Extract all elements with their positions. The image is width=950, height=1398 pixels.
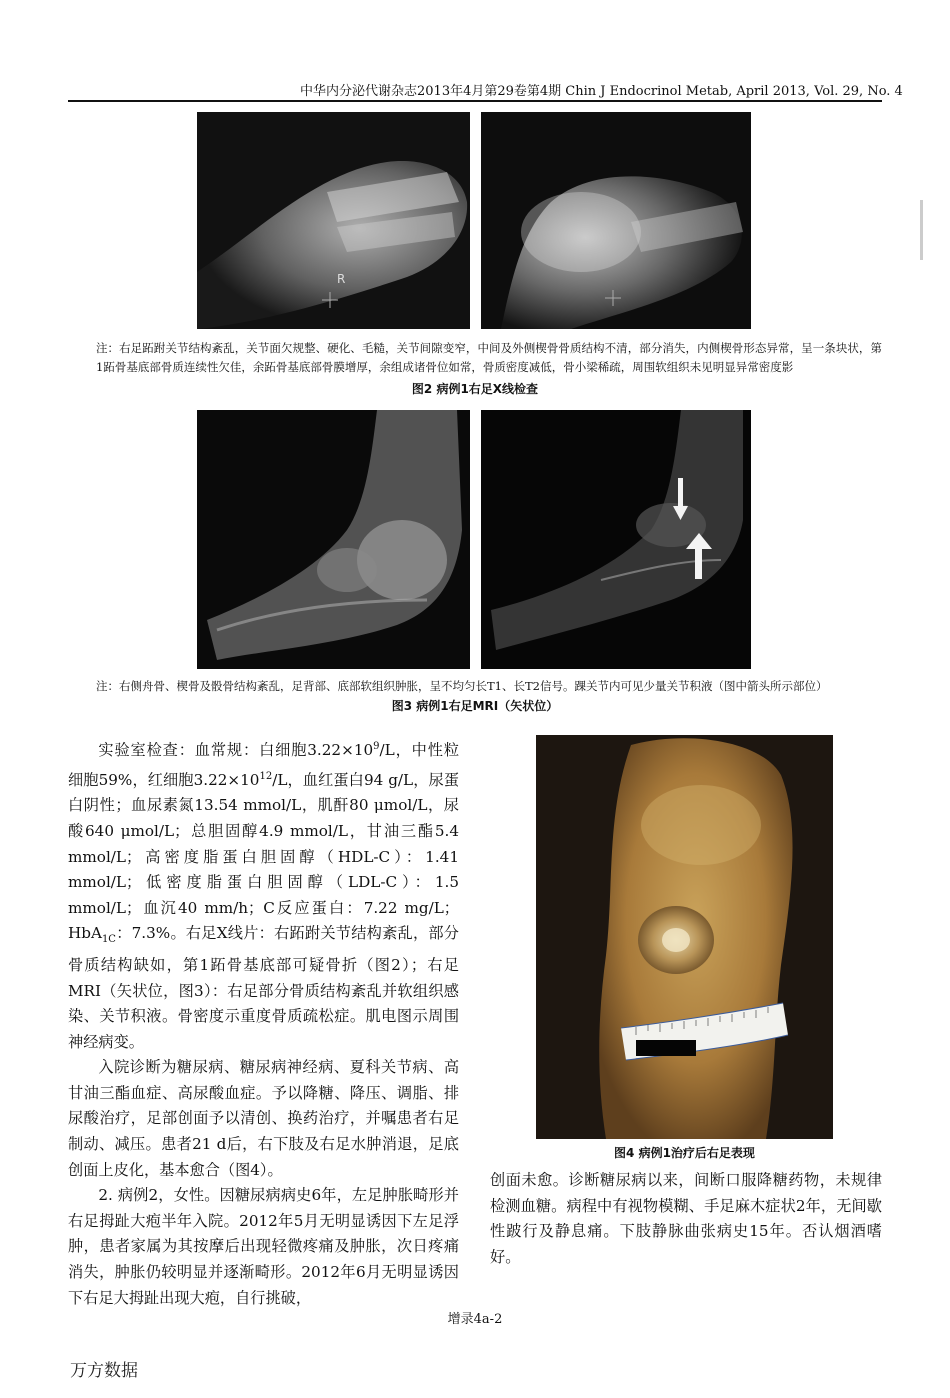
figure2-note: 注：右足跖跗关节结构紊乱，关节面欠规整、硬化、毛糙，关节间隙变窄，中间及外侧楔骨骨质结构不清，部分消失，内侧楔骨形态异常，呈一条块状，第1跖骨基底部骨质连续性欠佳，余跖骨基底部骨膜增厚，余组成诸骨位如常，骨质密度减低，骨小梁稀疏，周围软组织未见明显异常密度影 <box>96 341 882 374</box>
case2-paragraph: 2. 病例2，女性。因糖尿病病史6年，左足肿胀畸形并右足拇趾大疱半年入院。2012年5月无明显诱因下左足浮肿，患者家属为其按摩后出现轻微疼痛及肿胀，次日疼痛消失，肿胀仍较明显并逐渐畸形。2012年6月无明显诱因下右足大拇趾出现大疱，自行挑破， <box>68 1186 459 1307</box>
figure3-note: 注：右侧舟骨、楔骨及骰骨结构紊乱，足背部、底部软组织肿胀，呈不均匀长T1、长T2信号。踝关节内可见少量关节积液（图中箭头所示部位） <box>96 679 828 693</box>
left-column-text <box>68 734 459 1311</box>
watermark: 万方数据 <box>70 1361 138 1381</box>
running-head: 中华内分泌代谢杂志2013年4月第29卷第4期 Chin J Endocrinol Metab, April 2013, Vol. 29, No. 4 <box>300 84 903 99</box>
page-number: 增录4a-2 <box>447 1312 503 1327</box>
right-paragraph: 创面未愈。诊断糖尿病以来，间断口服降糖药物，未规律检测血糖。病程中有视物模糊、手足麻木症状2年，无间歇性跛行及静息痛。下肢静脉曲张病史15年。否认烟酒嗜好。 <box>490 1171 882 1266</box>
foot-photo <box>536 735 833 1139</box>
right-column-text <box>490 1168 882 1270</box>
diagnosis-paragraph: 入院诊断为糖尿病、糖尿病神经病、夏科关节病、高甘油三酯血症、高尿酸血症。予以降糖、降压、调脂、排尿酸治疗，足部创面予以清创、换药治疗，并嘱患者右足制动、减压。患者21 d后，右下肢及右足水肿消退，足底创面上皮化，基本愈合（图4）。 <box>68 1058 459 1179</box>
xray-r-marker: R <box>337 272 346 286</box>
figure2-title: 图2 病例1右足X线检查 <box>411 382 539 396</box>
mri-image-right <box>481 410 751 669</box>
xray-image-right <box>481 112 751 329</box>
lab-paragraph: 实验室检查：血常规：白细胞$3.22\times 10^9/L$，中性粒细胞59%，红细胞$3.22\times 10^{12}/L$，血红蛋白94 g/L，尿蛋白阴性；血尿素氮13.54 mmol/L，肌酐80 μmol/L，尿酸640 μmol/L；总胆固醇4.9 mmol/L，甘油三酯5.4 mmol/L；高密度脂蛋白胆固醇（HDL-C）：1.41 mmol/L；低密度脂蛋白胆固醇（LDL-C）：1.5 mmol/L；血沉40 mm/h；C反应蛋白：7.22 mg/L；HbA$_{1C}$：7.3%。右足X线片：右跖跗关节结构紊乱，部分骨质结构缺如，第1跖骨基底部可疑骨折（图2）；右足MRI（矢状位，图3）：右足部分骨质结构紊乱并软组织感染、关节积液。骨密度示重度骨质疏松症。肌电图示周围神经病变。 <box>68 741 460 1051</box>
figure4-title: 图4 病例1治疗后右足表现 <box>614 1146 755 1160</box>
xray-image-left <box>197 112 470 329</box>
header-rule <box>68 100 882 102</box>
figure3-title: 图3 病例1右足MRI（矢状位） <box>391 699 559 713</box>
mri-image-left <box>197 410 470 669</box>
scan-edge-mark <box>920 200 923 260</box>
